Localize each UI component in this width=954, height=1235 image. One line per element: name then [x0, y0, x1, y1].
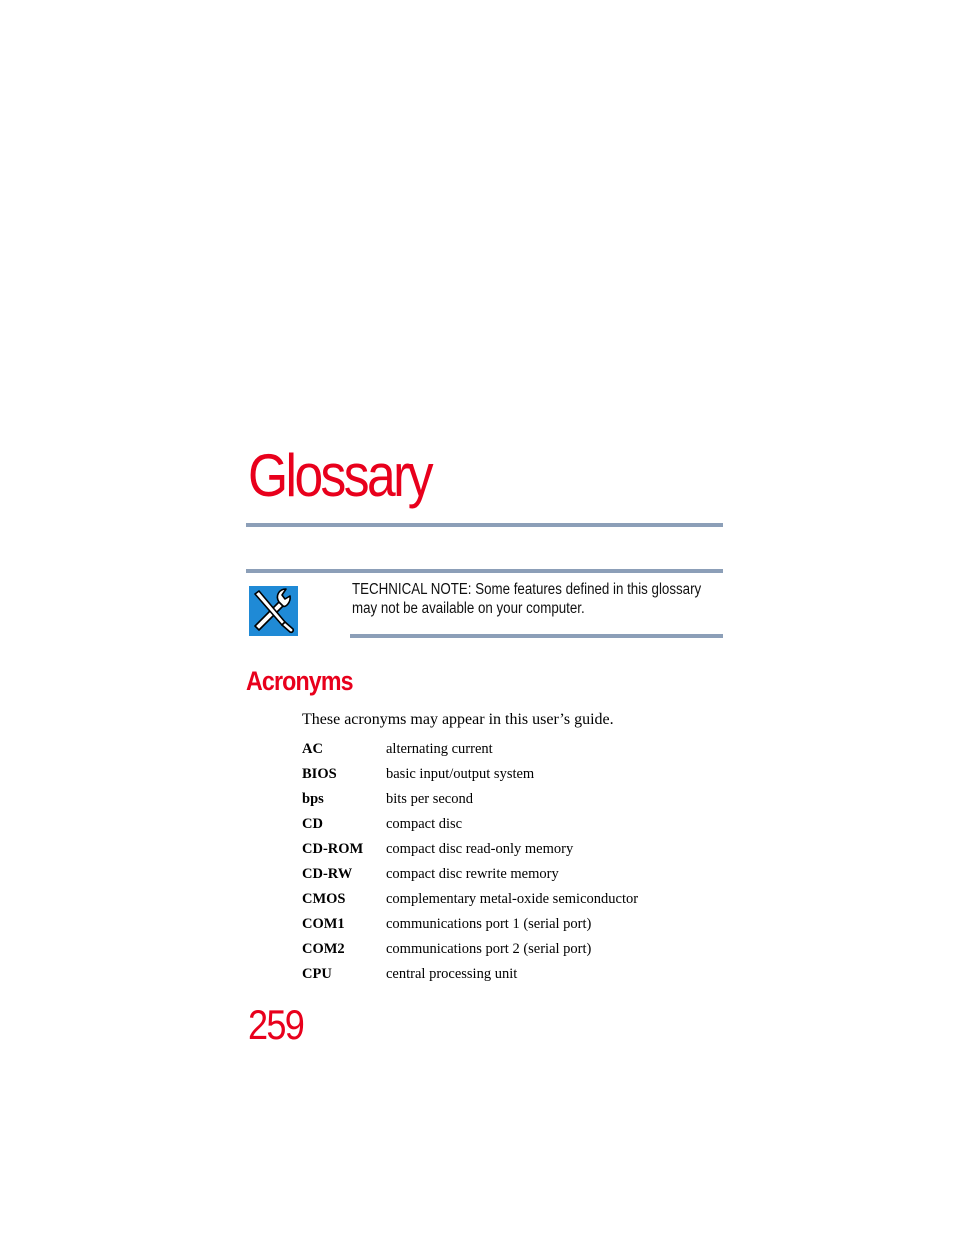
acronym-definition: alternating current [386, 741, 493, 757]
acronym-row [302, 787, 722, 812]
acronym-row [302, 937, 722, 962]
acronym-list [302, 737, 722, 987]
acronym-row [302, 887, 722, 912]
note-bottom-divider [350, 634, 723, 638]
acronym-definition: communications port 1 (serial port) [386, 916, 592, 932]
acronym-row [302, 837, 722, 862]
acronym-term: COM2 [302, 941, 345, 957]
acronym-definition: compact disc [386, 816, 463, 832]
wrench-icon [249, 586, 298, 636]
acronym-row [302, 962, 722, 987]
acronym-row [302, 812, 722, 837]
section-intro: These acronyms may appear in this user’s guide. [302, 711, 614, 728]
acronym-definition: basic input/output system [386, 766, 535, 782]
acronym-definition: compact disc read-only memory [386, 841, 574, 857]
acronym-term: CD [302, 816, 323, 832]
section-heading-acronyms: Acronyms [246, 666, 353, 696]
technical-note-line-2: may not be available on your computer. [352, 600, 585, 617]
acronym-definition: central processing unit [386, 966, 518, 982]
page-number: 259 [248, 1001, 304, 1048]
acronym-definition: communications port 2 (serial port) [386, 941, 592, 957]
acronym-term: CD-ROM [302, 841, 364, 857]
acronym-term: COM1 [302, 916, 345, 932]
page-title: Glossary [248, 442, 431, 509]
acronym-definition: bits per second [386, 791, 473, 807]
acronym-row [302, 912, 722, 937]
acronym-row [302, 737, 722, 762]
technical-note [352, 580, 702, 618]
note-top-divider [246, 569, 723, 573]
title-divider [246, 523, 723, 527]
acronym-term: BIOS [302, 766, 337, 782]
technical-note-line-1: TECHNICAL NOTE: Some features defined in this glossary [352, 581, 702, 598]
acronym-row [302, 862, 722, 887]
acronym-definition: compact disc rewrite memory [386, 866, 559, 882]
acronym-term: AC [302, 741, 323, 757]
acronym-row [302, 762, 722, 787]
acronym-term: CMOS [302, 891, 346, 907]
acronym-term: CD-RW [302, 866, 353, 882]
acronym-term: CPU [302, 966, 332, 982]
acronym-definition: complementary metal-oxide semiconductor [386, 891, 639, 907]
acronym-term: bps [302, 791, 324, 807]
